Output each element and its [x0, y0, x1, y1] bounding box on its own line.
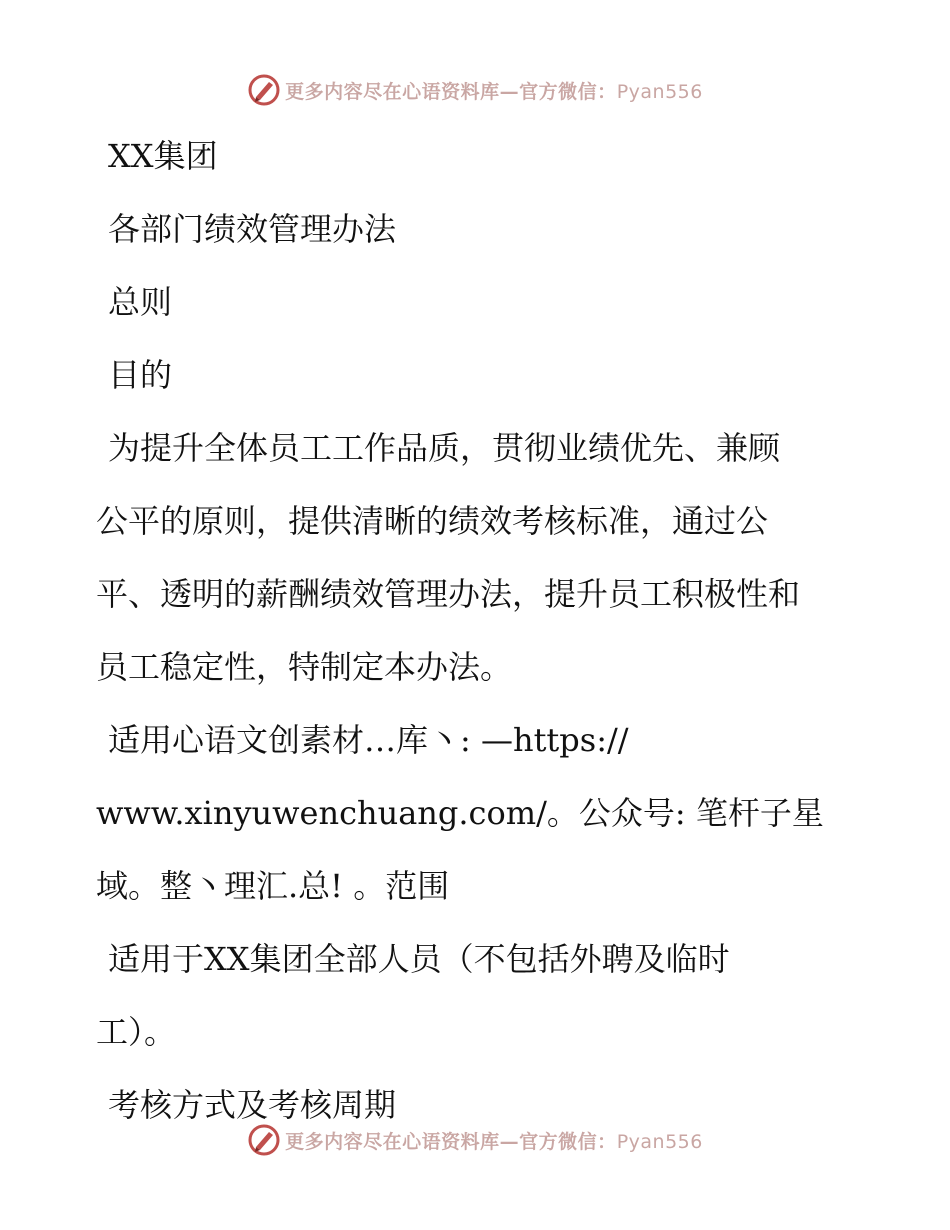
- document-line: 工）。: [96, 1013, 177, 1051]
- document-line: 域。整丶理汇.总! 。范围: [96, 867, 450, 905]
- watermark-brand: 更多内容尽在心语资料库: [285, 1130, 500, 1153]
- watermark-text: [285, 1127, 703, 1154]
- document-line: 考核方式及考核周期: [108, 1086, 397, 1124]
- top-watermark-banner: [0, 70, 950, 110]
- document-line: 目的: [108, 356, 173, 394]
- watermark-dash: —: [499, 80, 520, 103]
- document-line: 为提升全体员工工作品质，贯彻业绩优先、兼顾: [108, 429, 781, 467]
- document-line: 公平的原则，提供清晰的绩效考核标准，通过公: [96, 502, 769, 540]
- watermark-wechat-label: 官方微信：: [519, 80, 617, 103]
- watermark-wechat-id: Pyan556: [616, 1130, 703, 1153]
- document-line: 适用于XX集团全部人员（不包括外聘及临时: [108, 940, 730, 978]
- bottom-watermark-banner: [0, 1120, 950, 1160]
- watermark-wechat-id: Pyan556: [616, 80, 703, 103]
- document-body: [96, 120, 856, 1142]
- watermark-text: [285, 77, 703, 104]
- document-line: 各部门绩效管理办法: [108, 210, 397, 248]
- document-line: 平、透明的薪酬绩效管理办法，提升员工积极性和: [96, 575, 801, 613]
- watermark-brand: 更多内容尽在心语资料库: [285, 80, 500, 103]
- pen-logo-icon: [247, 1123, 281, 1157]
- document-line: www.xinyuwenchuang.com/。公众号: 笔杆子星: [96, 794, 824, 832]
- document-line: 员工稳定性，特制定本办法。: [96, 648, 513, 686]
- pen-logo-icon: [247, 73, 281, 107]
- document-line: 总则: [108, 283, 173, 321]
- watermark-wechat-label: 官方微信：: [519, 1130, 617, 1153]
- watermark-dash: —: [499, 1130, 520, 1153]
- document-line: XX集团: [108, 137, 218, 175]
- document-line: 适用心语文创素材…库丶: —https://: [108, 721, 629, 759]
